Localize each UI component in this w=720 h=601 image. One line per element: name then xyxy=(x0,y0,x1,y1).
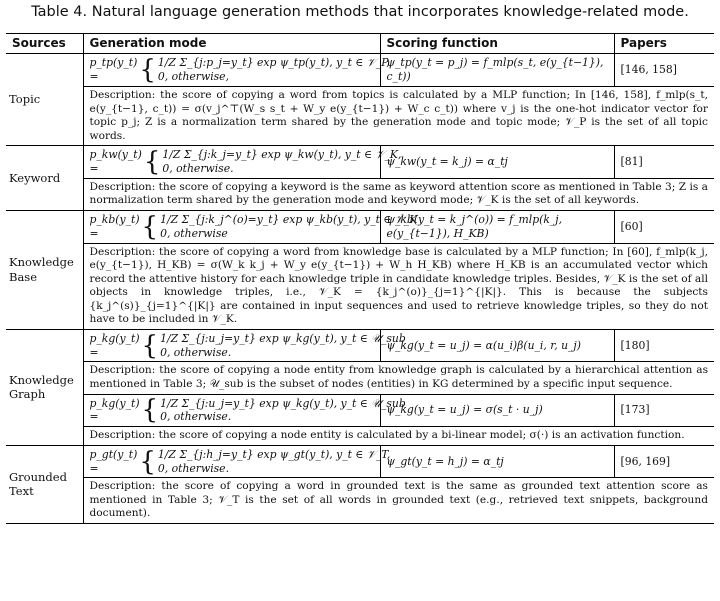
generation-mode-cell xyxy=(83,394,406,427)
mode-lhs: p_gt(y_t) = xyxy=(89,447,138,475)
methods-table xyxy=(6,33,714,524)
table-body xyxy=(6,54,714,524)
description-cell: Description: the score of copying a word from knowledge base is calculated by a MLP function; In [60], f_mlp(k_j, e(y_{t−1}), H_KB) = σ(W_k k_j + W_y e(y_{t−1}) + W_h H_KB) where H_KB is an accumulated vector which record the attentive history for each knowledge triple in candidate knowledge triples. Besides, 𝒱_K is the set of all objects in knowledge triples, i.e., 𝒱_K = {k_j^(o)}_{j=1}^{|K|}. This is because the subjects {k_j^(s)}_{j=1}^{|K|} are contained in input sequences and used to retrieve knowledge triples, so they do not have to be included in 𝒱_K. xyxy=(83,243,714,329)
description-cell: Description: the score of copying a node entity from knowledge graph is calculated by a hierarchical attention as mentioned in Table 3; 𝒰_sub is the subset of nodes (entities) in KG determined by a specific input sequence. xyxy=(83,362,714,394)
mode-case-2: 0, otherwise xyxy=(160,226,228,240)
source-cell: Keyword xyxy=(6,146,83,211)
header-generation-mode: Generation mode xyxy=(83,34,380,54)
description-cell: Description: the score of copying a node entity is calculated by a bi-linear model; σ(·) is an activation function. xyxy=(83,427,714,446)
table-row xyxy=(6,54,714,87)
mode-case-2: 0, otherwise. xyxy=(160,410,232,424)
papers-cell: [81] xyxy=(614,146,714,179)
description-row xyxy=(6,427,714,446)
description-row xyxy=(6,86,714,145)
left-brace: { xyxy=(141,395,159,426)
header-scoring-function: Scoring function xyxy=(380,34,614,54)
mode-case-1: 1/Z Σ_{j:h_j=y_t} exp ψ_gt(y_t), y_t ∈ 𝒱_T, xyxy=(157,447,391,461)
papers-cell: [60] xyxy=(614,210,714,243)
mode-case-1: 1/Z Σ_{j:p_j=y_t} exp ψ_tp(y_t), y_t ∈ 𝒱_P, xyxy=(157,56,390,70)
description-row xyxy=(6,478,714,524)
left-brace: { xyxy=(139,55,156,86)
mode-case-2: 0, otherwise, xyxy=(157,70,230,84)
description-cell: Description: the score of copying a word in grounded text is the same as grounded text attention score as mentioned in Table 3; 𝒱_T is the set of all words in grounded text (e.g., retrieved text snippets, background document). xyxy=(83,478,714,524)
table-row xyxy=(6,210,714,243)
mode-lhs: p_kg(y_t) = xyxy=(89,396,140,424)
generation-mode-cell xyxy=(83,445,391,478)
mode-case-1: 1/Z Σ_{j:k_j^(o)=y_t} exp ψ_kb(y_t), y_t ∈ 𝒱_K xyxy=(160,212,418,226)
left-brace: { xyxy=(143,146,161,177)
papers-cell: [180] xyxy=(614,329,714,362)
papers-cell: [96, 169] xyxy=(614,445,714,478)
source-cell: Grounded Text xyxy=(6,445,83,523)
scoring-function-cell: ψ_kw(y_t = k_j) = α_tj xyxy=(380,146,614,179)
description-row xyxy=(6,178,714,210)
mode-case-2: 0, otherwise. xyxy=(160,345,232,359)
papers-cell: [173] xyxy=(614,394,714,427)
header-papers: Papers xyxy=(614,34,714,54)
mode-lhs: p_tp(y_t) = xyxy=(89,56,138,84)
scoring-function-cell: ψ_kg(y_t = u_j) = α(u_i)β(u_i, r, u_j) xyxy=(380,329,614,362)
mode-case-2: 0, otherwise. xyxy=(157,461,230,475)
table-caption: Table 4. Natural language generation methods that incorporates knowledge-related mode. xyxy=(31,4,689,20)
source-cell: Topic xyxy=(6,54,83,146)
generation-mode-cell xyxy=(83,329,406,362)
generation-mode-cell xyxy=(83,146,402,179)
generation-mode-cell xyxy=(83,54,390,87)
left-brace: { xyxy=(141,330,159,361)
description-row xyxy=(6,243,714,329)
mode-case-1: 1/Z Σ_{j:u_j=y_t} exp ψ_kg(y_t), y_t ∈ 𝒰_sub xyxy=(160,331,406,345)
source-cell: Knowledge Graph xyxy=(6,329,83,445)
scoring-function-cell: ψ_kb(y_t = k_j^(o)) = f_mlp(k_j, e(y_{t−1}), H_KB) xyxy=(380,210,614,243)
table-row xyxy=(6,394,714,427)
left-brace: { xyxy=(139,446,156,477)
scoring-function-cell: ψ_gt(y_t = h_j) = α_tj xyxy=(380,445,614,478)
papers-cell: [146, 158] xyxy=(614,54,714,87)
mode-case-1: 1/Z Σ_{j:k_j=y_t} exp ψ_kw(y_t), y_t ∈ 𝒱_K, xyxy=(162,148,402,162)
left-brace: { xyxy=(141,211,159,242)
scoring-function-cell: ψ_kg(y_t = u_j) = σ(s_t · u_j) xyxy=(380,394,614,427)
mode-lhs: p_kg(y_t) = xyxy=(89,331,140,359)
generation-mode-cell xyxy=(83,210,418,243)
description-row xyxy=(6,362,714,394)
scoring-function-cell: ψ_tp(y_t = p_j) = f_mlp(s_t, e(y_{t−1}), c_t)) xyxy=(380,54,614,87)
mode-lhs: p_kb(y_t) = xyxy=(89,212,140,240)
header-sources: Sources xyxy=(6,34,83,54)
mode-case-2: 0, otherwise. xyxy=(162,161,234,175)
table-row xyxy=(6,445,714,478)
mode-lhs: p_kw(y_t) = xyxy=(89,148,142,175)
description-cell: Description: the score of copying a keyword is the same as keyword attention score as mentioned in Table 3; Z is a normalization term shared by the generation mode and keyword mode; 𝒱_K is the set of all keywords. xyxy=(83,178,714,210)
table-row xyxy=(6,146,714,179)
table-row xyxy=(6,329,714,362)
mode-case-1: 1/Z Σ_{j:u_j=y_t} exp ψ_kg(y_t), y_t ∈ 𝒰_sub xyxy=(160,396,406,410)
description-cell: Description: the score of copying a word from topics is calculated by a MLP function; In [146, 158], f_mlp(s_t, e(y_{t−1}, c_t)) = σ(v_j^⊤(W_s s_t + W_y e(y_{t−1}) + W_c c_t)) where v_j is the one-hot indicator vector for topic p_j; Z is a normalization term shared by the generation mode and topic mode; 𝒱_P is the set of all topic words. xyxy=(83,86,714,145)
source-cell: Knowledge Base xyxy=(6,210,83,329)
